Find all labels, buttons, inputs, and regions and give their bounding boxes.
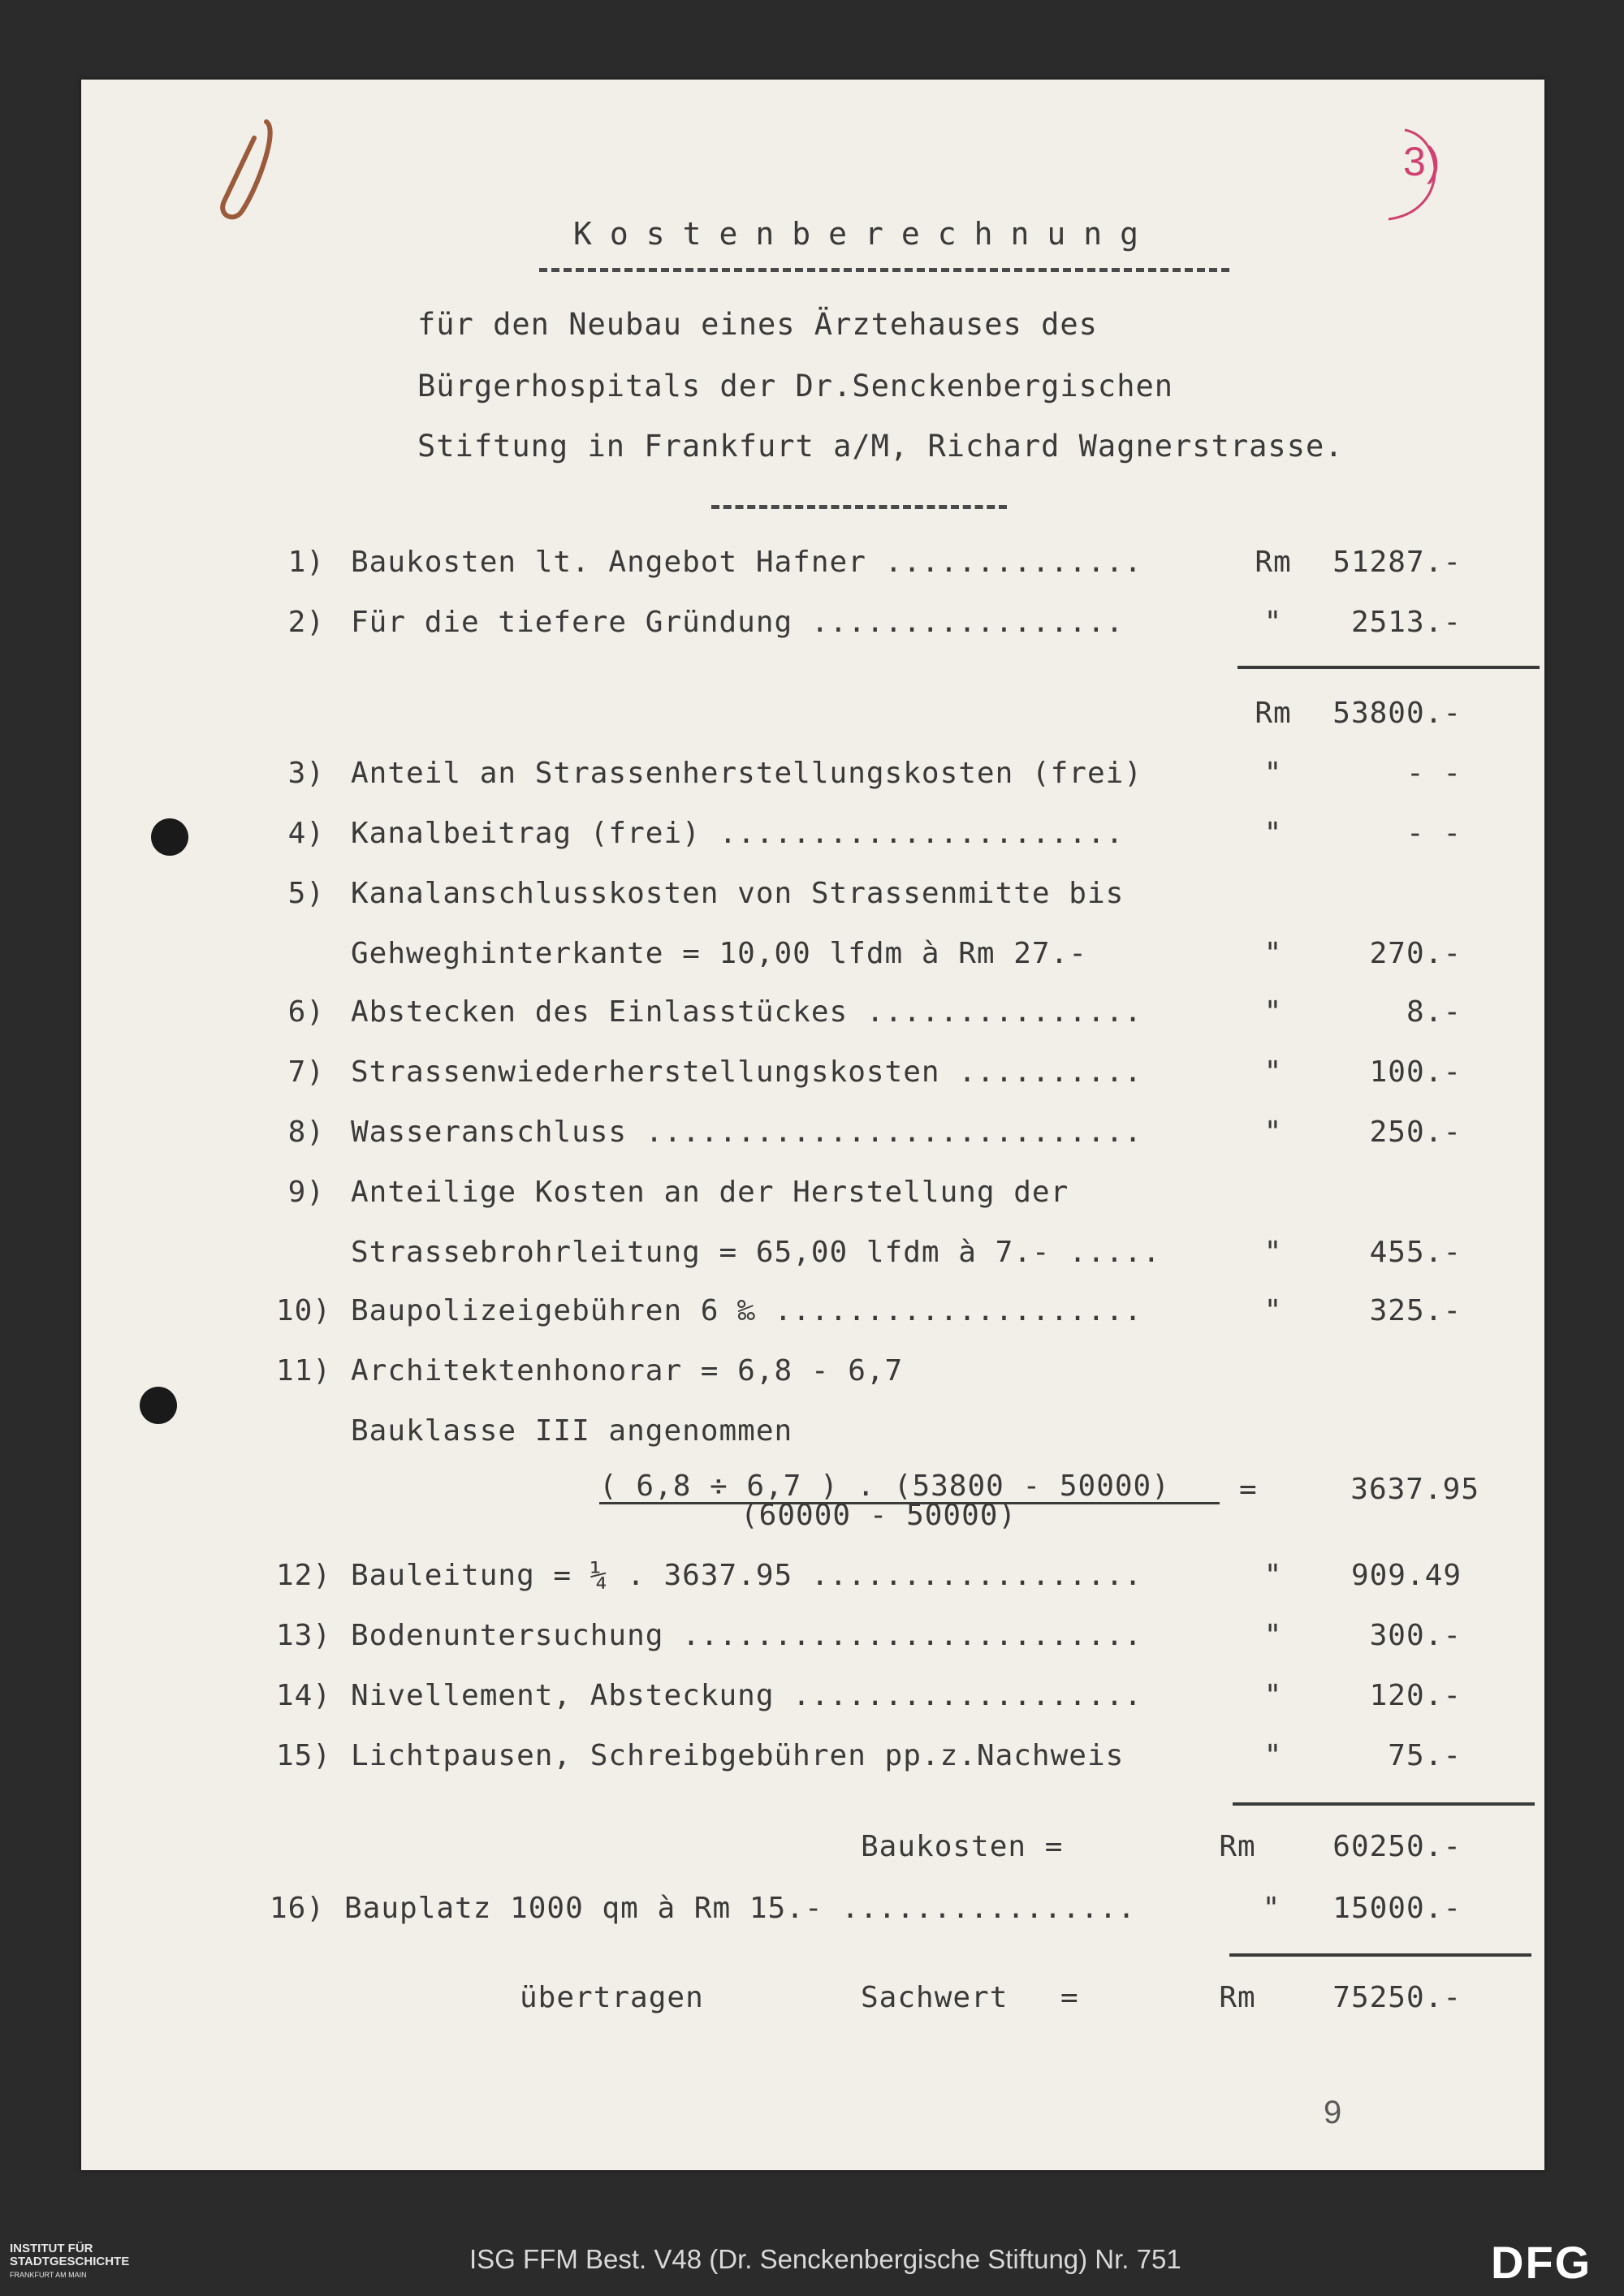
institution-logo [10, 2242, 129, 2281]
item-amount: 455.- [1369, 1236, 1462, 1269]
item-currency: " [1263, 1294, 1283, 1327]
item-text: Baupolizeigebühren 6 ‰ .................... [351, 1294, 1142, 1327]
page-number: 9 [1324, 2095, 1342, 2130]
item-amount: 250.- [1369, 1116, 1462, 1149]
item-number: 8) [287, 1116, 325, 1149]
item-amount: 270.- [1369, 937, 1462, 970]
item-currency: " [1263, 1739, 1283, 1772]
baukosten-rule [1233, 1802, 1535, 1806]
page-mark-circle-icon [1372, 122, 1453, 227]
total-label: Sachwert [861, 1981, 1009, 2014]
item-number: 14) [276, 1679, 332, 1712]
item-currency: " [1263, 1236, 1283, 1269]
item-currency: " [1263, 1116, 1283, 1149]
institution-line-1: INSTITUT FÜR [10, 2242, 93, 2255]
title-underline [539, 268, 1229, 272]
item-number: 6) [287, 995, 325, 1029]
baukosten-currency: Rm [1219, 1830, 1256, 1863]
item-number: 12) [276, 1559, 332, 1592]
item-text: Kanalanschlusskosten von Strassenmitte bis [351, 877, 1125, 910]
item-amount: 120.- [1369, 1679, 1462, 1712]
dfg-logo: DFG [1491, 2237, 1592, 2288]
archive-citation: ISG FFM Best. V48 (Dr. Senckenbergische Stiftung) Nr. 751 [469, 2244, 1181, 2274]
item-16-amount: 15000.- [1332, 1892, 1462, 1925]
item-number: 9) [287, 1176, 325, 1209]
item-amount: 2513.- [1350, 606, 1462, 639]
item-currency: " [1263, 606, 1283, 639]
baukosten-label: Baukosten = [861, 1830, 1064, 1863]
item-text: Für die tiefere Gründung ................. [351, 606, 1125, 639]
item-currency: " [1263, 817, 1283, 850]
punch-hole [140, 1387, 177, 1424]
subtitle-underline [711, 505, 1007, 509]
item-number: 13) [276, 1619, 332, 1652]
total-equals: = [1060, 1981, 1079, 2014]
subtitle-line-1: für den Neubau eines Ärztehauses des [417, 307, 1098, 342]
item-number: 5) [287, 877, 325, 910]
item-text: Abstecken des Einlasstückes ............... [351, 995, 1142, 1029]
institution-line-3: FRANKFURT AM MAIN [10, 2271, 87, 2279]
item-number: 15) [276, 1739, 332, 1772]
subtitle-line-3: Stiftung in Frankfurt a/M, Richard Wagnerstrasse. [417, 429, 1344, 464]
item-amount: 325.- [1369, 1294, 1462, 1327]
institution-line-2: STADTGESCHICHTE [10, 2255, 130, 2268]
item-currency: Rm [1255, 546, 1292, 579]
total-currency: Rm [1219, 1981, 1256, 2014]
item-text: Strassenwiederherstellungskosten .......... [351, 1055, 1142, 1089]
item-amount: 75.- [1388, 1739, 1462, 1772]
fraction-numerator: ( 6,8 ÷ 6,7 ) . (53800 - 50000) [599, 1470, 1170, 1503]
item-currency: " [1263, 1055, 1283, 1089]
item-amount: - - [1406, 817, 1462, 850]
fraction-denominator: (60000 - 50000) [741, 1499, 1017, 1532]
item-amount: 909.49 [1350, 1559, 1462, 1592]
item-amount: 51287.- [1332, 546, 1462, 579]
fraction-amount: 3637.95 [1350, 1473, 1479, 1506]
item-text: Wasseranschluss ........................... [351, 1116, 1142, 1149]
fraction-equals: = [1239, 1473, 1258, 1506]
item-currency: " [1263, 1559, 1283, 1592]
item-amount: 300.- [1369, 1619, 1462, 1652]
item-number: 3) [287, 757, 325, 790]
item-text: Strassebrohrleitung = 65,00 lfdm à 7.- ..... [351, 1236, 1161, 1269]
document-title: Kostenberechnung [573, 216, 1157, 252]
item-text: Nivellement, Absteckung ................... [351, 1679, 1142, 1712]
item-currency: Rm [1255, 697, 1292, 730]
item-number: 2) [287, 606, 325, 639]
item-text: Bauleitung = ¼ . 3637.95 .................. [351, 1559, 1142, 1592]
item-text: Bauklasse III angenommen [351, 1414, 793, 1448]
total-left-label: übertragen [520, 1981, 704, 2014]
item-number: 7) [287, 1055, 325, 1089]
item-amount: 100.- [1369, 1055, 1462, 1089]
paper-clip-icon [209, 114, 299, 227]
item-number: 10) [276, 1294, 332, 1327]
item-number: 1) [287, 546, 325, 579]
item-number: 4) [287, 817, 325, 850]
item-currency: " [1263, 995, 1283, 1029]
item-text: Baukosten lt. Angebot Hafner .............. [351, 546, 1142, 579]
item-16-currency: " [1262, 1892, 1281, 1925]
item-16-number: 16) [270, 1892, 326, 1925]
item-text: Anteilige Kosten an der Herstellung der [351, 1176, 1069, 1209]
total-amount: 75250.- [1332, 1981, 1462, 2014]
item-text: Architektenhonorar = 6,8 - 6,7 [351, 1354, 904, 1388]
item-currency: " [1263, 1619, 1283, 1652]
item-text: Bodenuntersuchung ......................... [351, 1619, 1142, 1652]
item-currency: " [1263, 757, 1283, 790]
item-text: Lichtpausen, Schreibgebühren pp.z.Nachweis [351, 1739, 1125, 1772]
item-text: Kanalbeitrag (frei) ...................... [351, 817, 1125, 850]
item-number: 11) [276, 1354, 332, 1388]
subtotal-rule [1237, 666, 1540, 669]
item-currency: " [1263, 1679, 1283, 1712]
subtitle-line-2: Bürgerhospitals der Dr.Senckenbergischen [417, 369, 1174, 404]
item-text: Gehweghinterkante = 10,00 lfdm à Rm 27.- [351, 937, 1087, 970]
item-text: Anteil an Strassenherstellungskosten (frei) [351, 757, 1142, 790]
item-amount: 53800.- [1332, 697, 1462, 730]
item-16-text: Bauplatz 1000 qm à Rm 15.- ................ [344, 1892, 1136, 1925]
item-amount: 8.- [1406, 995, 1462, 1029]
item-currency: " [1263, 937, 1283, 970]
page-mark: 3) [1403, 139, 1441, 184]
total-rule [1229, 1953, 1531, 1957]
punch-hole [151, 818, 188, 856]
baukosten-amount: 60250.- [1332, 1830, 1462, 1863]
item-amount: - - [1406, 757, 1462, 790]
